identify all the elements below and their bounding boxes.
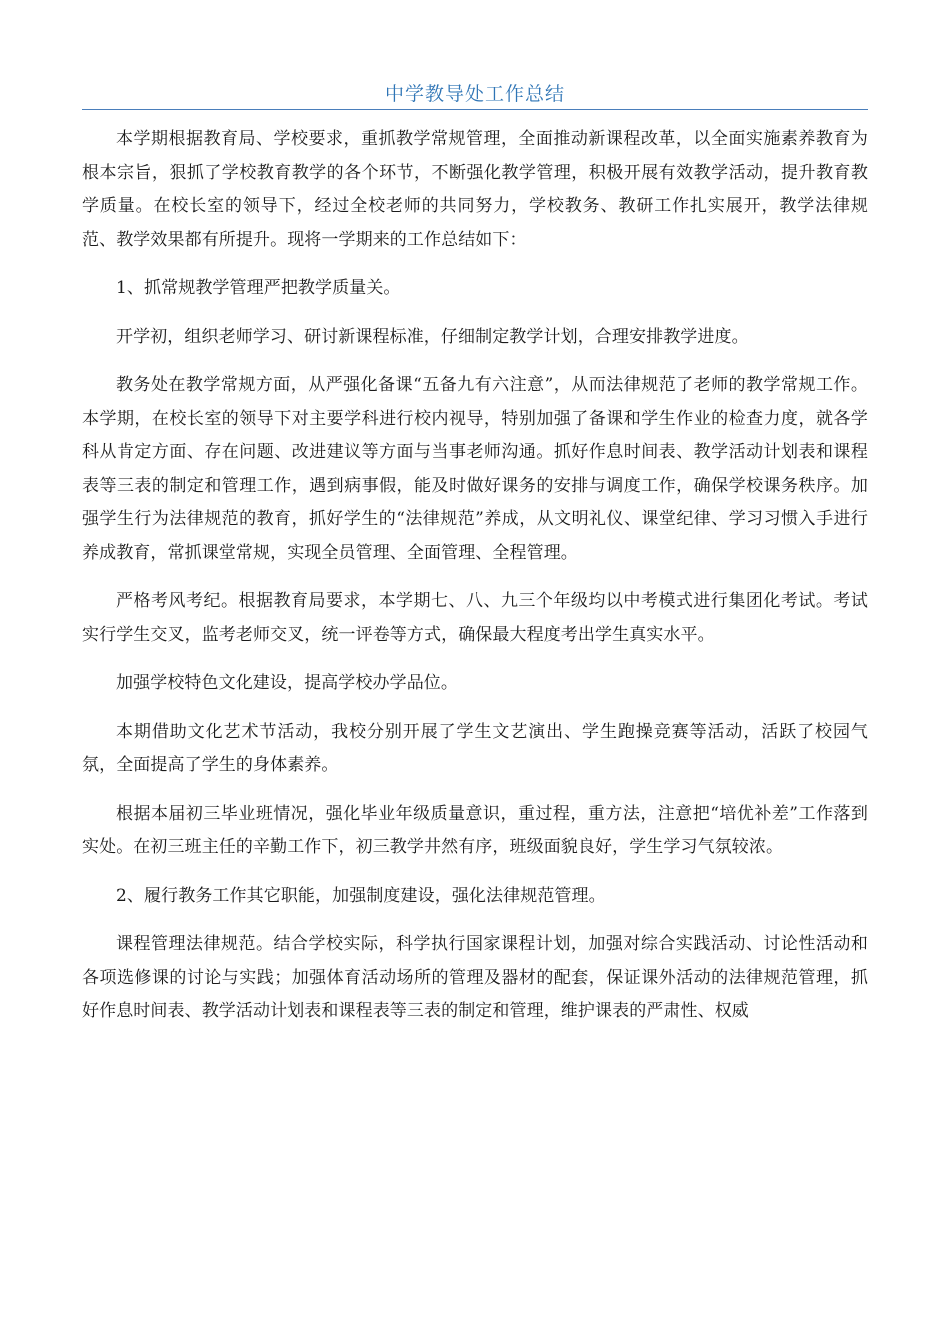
paragraph-exam-discipline: 严格考风考纪。根据教育局要求，本学期七、八、九三个年级均以中考模式进行集团化考试。考试实行学生交叉，监考老师交叉，统一评卷等方式，确保最大程度考出学生真实水平。 — [82, 591, 868, 645]
title-divider — [82, 109, 868, 110]
paragraph-teaching-routine: 教务处在教学常规方面，从严强化备课“五备九有六注意”，从而法律规范了老师的教学常规工作。本学期，在校长室的领导下对主要学科进行校内视导，特别加强了备课和学生作业的检查力度，就各学科从肯定方面、存在问题、改进建议等方面与当事老师沟通。抓好作息时间表、教学活动计划表和课程表等三表的制定和管理工作，遇到病事假，能及时做好课务的安排与调度工作，确保学校课务秩序。加强学生行为法律规范的教育，抓好学生的“法律规范”养成，从文明礼仪、课堂纪律、学习习惯入手进行养成教育，常抓课堂常规，实现全员管理、全面管理、全程管理。 — [82, 375, 868, 563]
paragraph-semester-start: 开学初，组织老师学习、研讨新课程标准，仔细制定教学计划，合理安排教学进度。 — [116, 326, 749, 347]
paragraph-graduating-class: 根据本届初三毕业班情况，强化毕业年级质量意识，重过程，重方法，注意把“培优补差”工作落到实处。在初三班主任的辛勤工作下，初三教学井然有序，班级面貌良好，学生学习气氛较浓。 — [82, 803, 868, 857]
document-body — [82, 123, 868, 1044]
paragraph-curriculum: 课程管理法律规范。结合学校实际，科学执行国家课程计划，加强对综合实践活动、讨论性活动和各项选修课的讨论与实践；加强体育活动场所的管理及器材的配套，保证课外活动的法律规范管理，抓好作息时间表、教学活动计划表和课程表等三表的制定和管理，维护课表的严肃性、权威 — [82, 934, 868, 1021]
paragraph-intro: 本学期根据教育局、学校要求，重抓教学常规管理，全面推动新课程改革，以全面实施素养教育为根本宗旨，狠抓了学校教育教学的各个环节，不断强化教学管理，积极开展有效教学活动，提升教育教学质量。在校长室的领导下，经过全校老师的共同努力，学校教务、教研工作扎实展开，教学法律规范、教学效果都有所提升。现将一学期来的工作总结如下： — [82, 129, 868, 250]
paragraph-school-culture: 加强学校特色文化建设，提高学校办学品位。 — [116, 673, 458, 693]
paragraph-art-festival: 本期借助文化艺术节活动，我校分别开展了学生文艺演出、学生跑操竞赛等活动，活跃了校园气氛，全面提高了学生的身体素养。 — [82, 721, 868, 775]
paragraph-heading-1: 1、抓常规教学管理严把教学质量关。 — [116, 278, 401, 298]
paragraph-heading-2: 2、履行教务工作其它职能，加强制度建设，强化法律规范管理。 — [116, 885, 606, 906]
document-title: 中学教导处工作总结 — [384, 83, 565, 105]
